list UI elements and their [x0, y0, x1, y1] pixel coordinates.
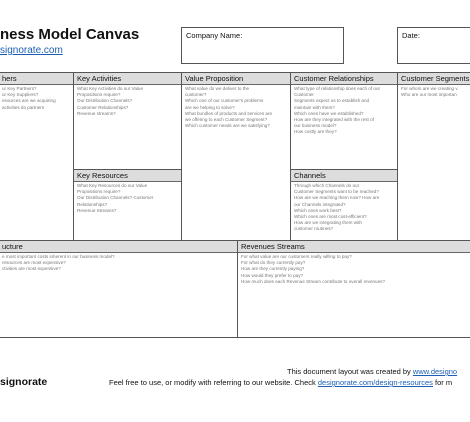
channels-title: Channels	[291, 170, 397, 182]
value-proposition-item: customer?	[185, 92, 207, 98]
channels-item: Customer Segments want to be reached?	[294, 189, 379, 195]
key-resources-title: Key Resources	[74, 170, 181, 182]
key-activities-item: Customer Relationships?	[77, 104, 129, 110]
key-resources-item: Propositions require?	[77, 189, 121, 195]
channels-item: customer routines?	[294, 226, 334, 232]
key-partners-block	[0, 72, 74, 241]
value-proposition-item: are we helping to solve?	[185, 104, 235, 110]
channels-item: How are we integrating them with	[294, 220, 362, 226]
key-resources-item: Relationships?	[77, 201, 108, 207]
date-label: Date:	[402, 31, 420, 40]
key-resources-item: Our Distribution Channels? Customer	[77, 195, 154, 201]
revenue-streams-item: How are they currently paying?	[241, 266, 305, 272]
date-field[interactable]	[397, 27, 470, 64]
value-proposition-item: What bundles of products and services are	[185, 110, 273, 116]
cost-structure-block	[0, 240, 238, 338]
website-link[interactable]: signorate.com	[0, 45, 63, 56]
customer-relationships-item: our business model?	[294, 123, 337, 129]
value-proposition-item: Which one of our customer's problems	[185, 98, 264, 104]
customer-relationships-title: Customer Relationships	[291, 73, 397, 85]
key-resources-block	[73, 169, 182, 241]
channels-item: our Channels integrated?	[294, 201, 346, 207]
key-activities-title: Key Activities	[74, 73, 181, 85]
channels-item: Which ones work best?	[294, 207, 342, 213]
key-activities-item: Our Distribution Channels?	[77, 98, 133, 104]
key-activities-block	[73, 72, 182, 170]
footer-credit-line	[287, 367, 457, 376]
revenue-streams-title: Revenues Streams	[238, 241, 470, 253]
channels-item: How are we reaching them now? How are	[294, 195, 380, 201]
cost-structure-item: e most important costs inherent in our business model?	[2, 254, 115, 259]
revenue-streams-item: How much does each Revenue Stream contribute to overall revenues?	[241, 278, 386, 284]
customer-relationships-item: Which ones have we established?	[294, 110, 364, 116]
customer-relationships-item: maintain with them?	[294, 104, 335, 110]
page-title: ness Model Canvas	[0, 26, 140, 43]
value-proposition-item: Which customer needs are we satisfying?	[185, 123, 270, 129]
customer-relationships-item: Segments expect us to establish and	[294, 98, 370, 104]
value-proposition-item: What value do we deliver to the	[185, 86, 250, 91]
key-partners-item: ur Key Partners?	[2, 86, 37, 91]
value-proposition-title: Value Proposition	[182, 73, 290, 85]
key-partners-item: esources are we acquiring	[2, 98, 56, 104]
customer-segments-item: For whom are we creating v	[401, 86, 458, 91]
channels-item: Which ones are most cost-efficient?	[294, 214, 367, 220]
channels-block	[290, 169, 398, 241]
key-resources-item: What Key Resources do our Value	[77, 183, 148, 188]
cost-structure-item: ctivities are most expensive?	[2, 266, 61, 272]
customer-relationships-item: Customer	[294, 92, 314, 98]
revenue-streams-item: How would they prefer to pay?	[241, 272, 304, 278]
footer-credit-link[interactable]: www.designo	[412, 367, 458, 376]
customer-relationships-item: How costly are they?	[294, 129, 337, 135]
cost-structure-title: ucture	[0, 241, 237, 253]
footer-resources-link[interactable]: designorate.com/design-resources	[317, 378, 433, 387]
key-resources-item: Revenue Streams?	[77, 207, 117, 213]
key-partners-title: hers	[0, 73, 73, 85]
company-name-field[interactable]	[181, 27, 344, 64]
customer-relationships-item: What type of relationship does each of our	[294, 86, 381, 91]
customer-segments-title: Customer Segments	[398, 73, 470, 85]
footer-usage-text: Feel free to use, or modify with referring to our website. Check	[109, 378, 316, 387]
customer-segments-block	[397, 72, 470, 241]
channels-item: Through which Channels do our	[294, 183, 360, 188]
customer-segments-item: Who are our most importan	[401, 92, 457, 98]
customer-relationships-item: How are they integrated with the rest of	[294, 117, 374, 123]
key-partners-item: activities do partners	[2, 104, 45, 110]
revenue-streams-block	[237, 240, 470, 338]
key-activities-item: What Key Activities do our Value	[77, 86, 144, 91]
company-name-label: Company Name:	[186, 31, 243, 40]
revenue-streams-item: For what do they currently pay?	[241, 260, 306, 266]
footer-credit-text: This document layout was created by	[287, 367, 411, 376]
customer-relationships-block	[290, 72, 398, 170]
footer-usage-line	[109, 378, 452, 387]
key-activities-item: Revenue streams?	[77, 110, 116, 116]
value-proposition-item: we offering to each Customer Segment?	[185, 117, 268, 123]
cost-structure-item: resources are most expensive?	[2, 260, 66, 266]
value-proposition-block	[181, 72, 291, 241]
designorate-logo: signorate	[0, 376, 48, 388]
key-partners-item: ur Key Suppliers?	[2, 92, 39, 98]
key-activities-item: Propositions require?	[77, 92, 121, 98]
footer-usage-tail: for m	[435, 378, 453, 387]
revenue-streams-item: For what value are our customers really willing to pay?	[241, 254, 352, 259]
